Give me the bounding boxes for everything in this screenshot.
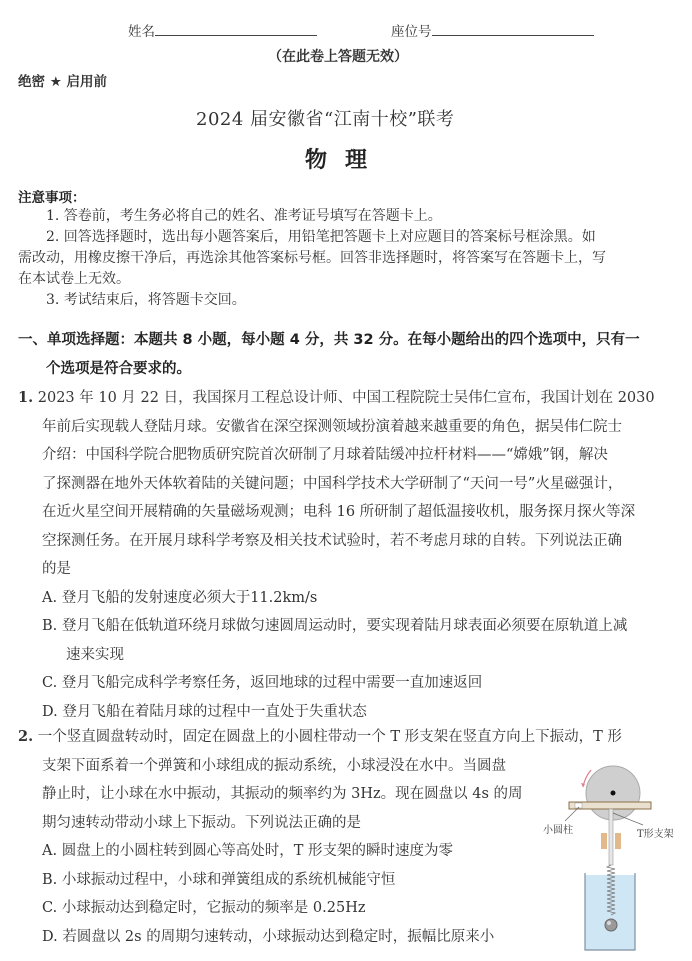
option-label: C. <box>42 900 58 916</box>
question-stem-line: 期匀速转动带动小球上下振动。下列说法正确的是 <box>42 814 361 831</box>
section-heading-line: 一、单项选择题：本题共 8 小题，每小题 4 分，共 32 分。在每小题给出的四个选项中，只有一 <box>18 332 640 348</box>
question-stem-line: 年前后实现载人登陆月球。安徽省在深空探测领域扮演着越来越重要的角色，据吴伟仁院士 <box>42 418 622 435</box>
note-item: 需改动，用橡皮擦干净后，再选涂其他答案标号框。回答非选择题时，将答案写在答题卡上，写 <box>18 250 606 266</box>
label-small-cylinder: 小圆柱 <box>543 825 573 836</box>
secret-label: 绝密 ★ 启用前 <box>18 74 108 90</box>
note-item: 1. 答卷前，考生务必将自己的姓名、准考证号填写在答题卡上。 <box>46 208 442 224</box>
question-stem-line: 介绍：中国科学院合肥物质研究院首次研制了月球着陆缓冲拉杆材料——“嫦娥”钢，解决 <box>42 447 608 463</box>
question-stem-line: 支架下面系着一个弹簧和小球组成的振动系统，小球浸没在水中。当圆盘 <box>42 757 506 774</box>
disk-spring-figure <box>555 755 692 955</box>
seat-label: 座位号 <box>391 24 432 40</box>
option-label: B. <box>42 871 58 888</box>
option-label: C. <box>42 675 58 691</box>
option-d <box>18 698 678 727</box>
option-label: D. <box>42 703 58 720</box>
option-label: A. <box>42 589 58 606</box>
note-item: 3. 考试结束后，将答题卡交回。 <box>46 292 246 308</box>
oscillation-diagram <box>543 755 692 955</box>
note-item: 2. 回答选择题时，选出每小题答案后，用铅笔把答题卡上对应题目的答案标号框涂黑。如 <box>46 229 596 245</box>
question-number: 2. <box>18 728 34 745</box>
seat-field <box>391 21 594 41</box>
option-a <box>18 584 678 613</box>
question-stem-line: 在近火星空间开展精确的矢量磁场观测；电科 16 所研制了超低温接收机，服务探月探火等深 <box>42 504 636 520</box>
option-c <box>18 669 678 698</box>
question-stem-line: 2. 一个竖直圆盘转动时，固定在圆盘上的小圆柱带动一个 T 形支架在竖直方向上下振动，T 形 <box>18 728 622 745</box>
notes-list <box>18 206 678 311</box>
question-number: 1. <box>18 389 34 406</box>
option-label: B. <box>42 618 58 634</box>
option-text: 圆盘上的小圆柱转到圆心等高处时，T 形支架的瞬时速度为零 <box>61 843 453 859</box>
question-1 <box>18 384 678 726</box>
option-text: 登月飞船完成科学考察任务，返回地球的过程中需要一直加速返回 <box>61 675 483 691</box>
option-b <box>18 612 678 641</box>
label-t-bracket: T形支架 <box>637 829 674 840</box>
option-text: 若圆盘以 2s 的周期匀速转动，小球振动达到稳定时，振幅比原来小 <box>62 928 495 945</box>
question-stem-line: 静止时，让小球在水中振动，其振动的频率约为 3Hz。现在圆盘以 4s 的周 <box>42 786 523 802</box>
name-underline <box>155 21 317 36</box>
section-heading <box>18 326 640 384</box>
question-stem-line: 1. 2023 年 10 月 22 日，我国探月工程总设计师、中国工程院院士吴伟仁宣布，我国计划在 2030 <box>18 389 655 406</box>
question-stem-line: 了探测器在地外天体软着陆的关键问题；中国科学技术大学研制了“天问一号”火星磁强计， <box>42 475 623 492</box>
option-text: 登月飞船在着陆月球的过程中一直处于失重状态 <box>62 703 367 720</box>
question-stem-line: 的是 <box>42 561 71 577</box>
option-text: 小球振动过程中，小球和弹簧组成的系统机械能守恒 <box>61 871 396 888</box>
question-stem-line: 空探测任务。在开展月球科学考察及相关技术试验时，若不考虑月球的自转。下列说法正确 <box>42 532 622 549</box>
name-label: 姓名 <box>128 24 155 40</box>
option-text: 登月飞船在低轨道环绕月球做匀速圆周运动时，要实现着陆月球表面必须要在原轨道上减 <box>61 618 628 634</box>
option-label: D. <box>42 928 58 945</box>
exam-title: 2024 届安徽省“江南十校”联考 <box>196 109 455 130</box>
section-heading-line: 个选项是符合要求的。 <box>46 361 191 377</box>
subject-title: 物理 <box>305 148 386 173</box>
invalid-note: （在此卷上答题无效） <box>268 49 408 65</box>
option-b-continued: 速来实现 <box>66 646 124 663</box>
name-field <box>128 21 317 41</box>
option-text: 登月飞船的发射速度必须大于11.2km/s <box>61 589 318 606</box>
note-item: 在本试卷上无效。 <box>18 271 130 287</box>
option-text: 小球振动达到稳定时，它振动的频率是 0.25Hz <box>61 900 366 916</box>
option-label: A. <box>42 843 58 859</box>
seat-underline <box>432 21 594 36</box>
notes-heading: 注意事项： <box>18 190 86 206</box>
